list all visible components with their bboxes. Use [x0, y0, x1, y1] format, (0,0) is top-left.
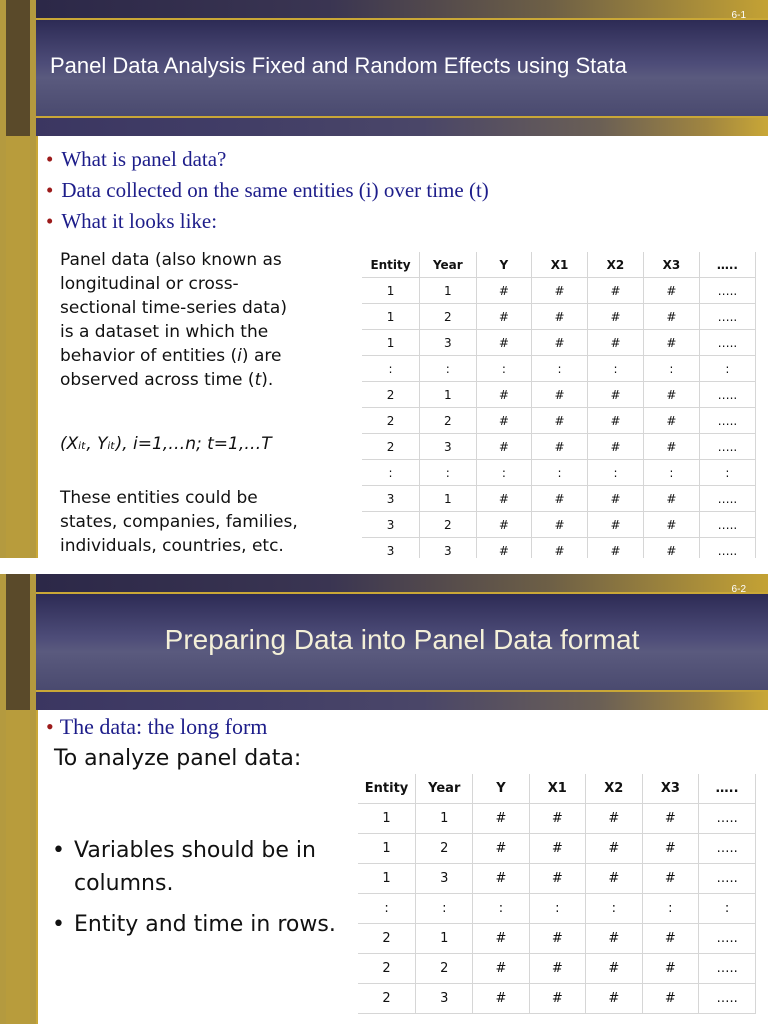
- bullet-item: • The data: the long form: [46, 714, 268, 739]
- table-cell: :: [529, 894, 586, 924]
- table-cell: 2: [362, 434, 420, 460]
- table-cell: #: [588, 408, 644, 434]
- table-cell: #: [586, 804, 643, 834]
- table-cell: #: [643, 434, 699, 460]
- table-cell: …..: [699, 924, 756, 954]
- table-cell: #: [642, 804, 699, 834]
- entities-note: These entities could be states, companies, families, individuals, countries, etc.: [60, 488, 298, 556]
- table-cell: #: [473, 834, 529, 864]
- table-cell: #: [532, 304, 588, 330]
- table-cell: …..: [699, 304, 755, 330]
- table-cell: …..: [699, 834, 756, 864]
- table-header-row: [358, 774, 756, 804]
- column-header: Entity: [358, 774, 416, 804]
- table-cell: #: [532, 330, 588, 356]
- table-cell: #: [643, 304, 699, 330]
- table-cell: 2: [420, 512, 477, 538]
- table-cell: :: [362, 356, 420, 382]
- slide-body: [0, 136, 768, 574]
- table-cell: …..: [699, 278, 755, 304]
- bullet-item: • What is panel data?: [46, 147, 227, 171]
- table-cell: …..: [699, 330, 755, 356]
- table-cell: #: [532, 278, 588, 304]
- table-cell: 3: [362, 486, 420, 512]
- table-cell: #: [642, 954, 699, 984]
- table-cell: …..: [699, 984, 756, 1014]
- table-cell: #: [529, 864, 586, 894]
- table-cell: 2: [358, 954, 416, 984]
- table-cell: #: [643, 538, 699, 564]
- table-cell: 1: [420, 278, 477, 304]
- table-cell: 2: [362, 408, 420, 434]
- column-header: X2: [586, 774, 643, 804]
- column-header: X1: [529, 774, 586, 804]
- table-cell: :: [358, 894, 416, 924]
- table-cell: 2: [416, 834, 473, 864]
- table-cell: #: [588, 382, 644, 408]
- table-cell: #: [586, 924, 643, 954]
- table-cell: #: [476, 304, 532, 330]
- table-cell: #: [642, 834, 699, 864]
- table-cell: #: [529, 804, 586, 834]
- table-cell: #: [643, 278, 699, 304]
- table-cell: 1: [420, 486, 477, 512]
- table-cell: 1: [358, 834, 416, 864]
- table-cell: :: [420, 356, 477, 382]
- column-header: Year: [416, 774, 473, 804]
- table-cell: #: [529, 984, 586, 1014]
- table-cell: :: [588, 356, 644, 382]
- table-row: [362, 330, 756, 356]
- table-cell: #: [532, 408, 588, 434]
- table-cell: :: [699, 894, 756, 924]
- table-cell: …..: [699, 538, 755, 564]
- slide-divider: [0, 558, 768, 574]
- table-cell: #: [586, 954, 643, 984]
- table-cell: …..: [699, 804, 756, 834]
- table-cell: 1: [362, 278, 420, 304]
- table-cell: #: [586, 834, 643, 864]
- table-row: [358, 864, 756, 894]
- table-cell: #: [476, 538, 532, 564]
- table-cell: :: [699, 356, 755, 382]
- table-cell: 3: [420, 538, 477, 564]
- table-cell: 2: [420, 304, 477, 330]
- table-row: [358, 894, 756, 924]
- table-cell: …..: [699, 434, 755, 460]
- table-cell: #: [532, 486, 588, 512]
- table-cell: …..: [699, 864, 756, 894]
- table-cell: #: [476, 434, 532, 460]
- table-cell: #: [642, 864, 699, 894]
- table-cell: :: [473, 894, 529, 924]
- table-cell: 2: [416, 954, 473, 984]
- table-cell: 3: [420, 330, 477, 356]
- panel-data-definition: Panel data (also known as longitudinal or cross- sectional time-series data) is a dataset in which the behavior of entities (i) are observed across time (t).: [60, 250, 287, 390]
- table-cell: :: [642, 894, 699, 924]
- table-cell: :: [476, 460, 532, 486]
- table-cell: 1: [416, 804, 473, 834]
- list-item: • Entity and time in rows.: [52, 912, 336, 937]
- slide-content: [36, 710, 756, 1024]
- table-cell: #: [643, 330, 699, 356]
- table-cell: :: [532, 460, 588, 486]
- table-cell: :: [643, 356, 699, 382]
- table-cell: 1: [358, 864, 416, 894]
- left-sidebar-strip: [0, 136, 36, 574]
- table-cell: :: [416, 894, 473, 924]
- slide-title: Preparing Data into Panel Data format: [164, 624, 640, 655]
- slide-header: [0, 574, 768, 710]
- column-header: Entity: [362, 252, 420, 278]
- table-cell: #: [532, 538, 588, 564]
- table-row: [362, 486, 756, 512]
- slide-content: [36, 136, 756, 574]
- table-cell: #: [476, 382, 532, 408]
- requirements-list: [52, 834, 342, 949]
- table-cell: 1: [420, 382, 477, 408]
- table-cell: :: [586, 894, 643, 924]
- table-row: [362, 408, 756, 434]
- column-header: …..: [699, 774, 756, 804]
- table-row: [362, 304, 756, 330]
- table-cell: #: [529, 834, 586, 864]
- table-cell: #: [473, 954, 529, 984]
- column-header: Year: [420, 252, 477, 278]
- table-cell: #: [643, 382, 699, 408]
- slide-2: [0, 574, 768, 1024]
- slide-title: Panel Data Analysis Fixed and Random Effects using Stata: [50, 53, 627, 78]
- table-cell: #: [588, 434, 644, 460]
- table-cell: #: [532, 512, 588, 538]
- long-form-table: [358, 774, 756, 1014]
- table-cell: #: [532, 434, 588, 460]
- table-cell: :: [420, 460, 477, 486]
- table-cell: :: [532, 356, 588, 382]
- column-header: X1: [532, 252, 588, 278]
- column-header: …..: [699, 252, 755, 278]
- table-cell: #: [588, 538, 644, 564]
- table-cell: #: [476, 486, 532, 512]
- table-cell: 2: [420, 408, 477, 434]
- table-cell: 3: [362, 538, 420, 564]
- table-cell: #: [529, 954, 586, 984]
- table-cell: 2: [358, 984, 416, 1014]
- table-cell: …..: [699, 954, 756, 984]
- list-item: • Variables should be in columns.: [52, 838, 316, 896]
- table-cell: #: [476, 512, 532, 538]
- table-cell: 1: [416, 924, 473, 954]
- page-number: 6-1: [731, 10, 746, 21]
- slide-header: [0, 0, 768, 136]
- table-row: [362, 434, 756, 460]
- slide-body: [0, 710, 768, 1024]
- table-cell: :: [699, 460, 755, 486]
- table-row: [362, 512, 756, 538]
- table-cell: :: [362, 460, 420, 486]
- table-row: [358, 834, 756, 864]
- column-header: X3: [642, 774, 699, 804]
- table-cell: 3: [362, 512, 420, 538]
- table-row: [358, 954, 756, 984]
- left-sidebar-strip: [0, 710, 36, 1024]
- table-row: [358, 804, 756, 834]
- table-cell: :: [643, 460, 699, 486]
- table-cell: #: [473, 984, 529, 1014]
- table-cell: #: [588, 304, 644, 330]
- table-cell: #: [476, 408, 532, 434]
- table-row: [362, 382, 756, 408]
- table-cell: #: [643, 408, 699, 434]
- table-cell: #: [642, 984, 699, 1014]
- bullet-list: [46, 144, 489, 237]
- table-row: [362, 460, 756, 486]
- table-cell: #: [588, 512, 644, 538]
- table-cell: #: [473, 864, 529, 894]
- table-cell: #: [586, 984, 643, 1014]
- table-cell: #: [588, 486, 644, 512]
- panel-data-table: [362, 252, 756, 564]
- bullet-item: • Data collected on the same entities (i) over time (t): [46, 178, 489, 202]
- table-cell: #: [476, 330, 532, 356]
- table-cell: :: [588, 460, 644, 486]
- table-cell: #: [532, 382, 588, 408]
- table-row: [358, 924, 756, 954]
- table-cell: #: [473, 924, 529, 954]
- table-cell: 3: [420, 434, 477, 460]
- table-cell: 1: [362, 330, 420, 356]
- bullet-item: • What it looks like:: [46, 209, 218, 233]
- table-cell: …..: [699, 512, 755, 538]
- table-cell: 1: [358, 804, 416, 834]
- table-cell: 3: [416, 864, 473, 894]
- table-row: [358, 984, 756, 1014]
- table-cell: #: [588, 330, 644, 356]
- table-cell: 3: [416, 984, 473, 1014]
- column-header: X2: [588, 252, 644, 278]
- column-header: Y: [473, 774, 529, 804]
- table-cell: #: [586, 864, 643, 894]
- table-cell: …..: [699, 486, 755, 512]
- table-cell: 2: [362, 382, 420, 408]
- page-number: 6-2: [731, 584, 746, 595]
- table-cell: 1: [362, 304, 420, 330]
- column-header: X3: [643, 252, 699, 278]
- table-row: [362, 356, 756, 382]
- table-row: [362, 278, 756, 304]
- table-cell: 2: [358, 924, 416, 954]
- table-cell: :: [476, 356, 532, 382]
- table-cell: #: [588, 278, 644, 304]
- table-cell: #: [529, 924, 586, 954]
- table-cell: #: [473, 804, 529, 834]
- panel-formula: (Xᵢₜ, Yᵢₜ), i=1,…n; t=1,…T: [60, 434, 272, 454]
- table-cell: …..: [699, 408, 755, 434]
- table-cell: #: [643, 486, 699, 512]
- table-cell: #: [476, 278, 532, 304]
- table-cell: #: [642, 924, 699, 954]
- table-cell: #: [643, 512, 699, 538]
- lead-text: To analyze panel data:: [54, 746, 302, 771]
- table-cell: …..: [699, 382, 755, 408]
- table-header-row: [362, 252, 756, 278]
- column-header: Y: [476, 252, 532, 278]
